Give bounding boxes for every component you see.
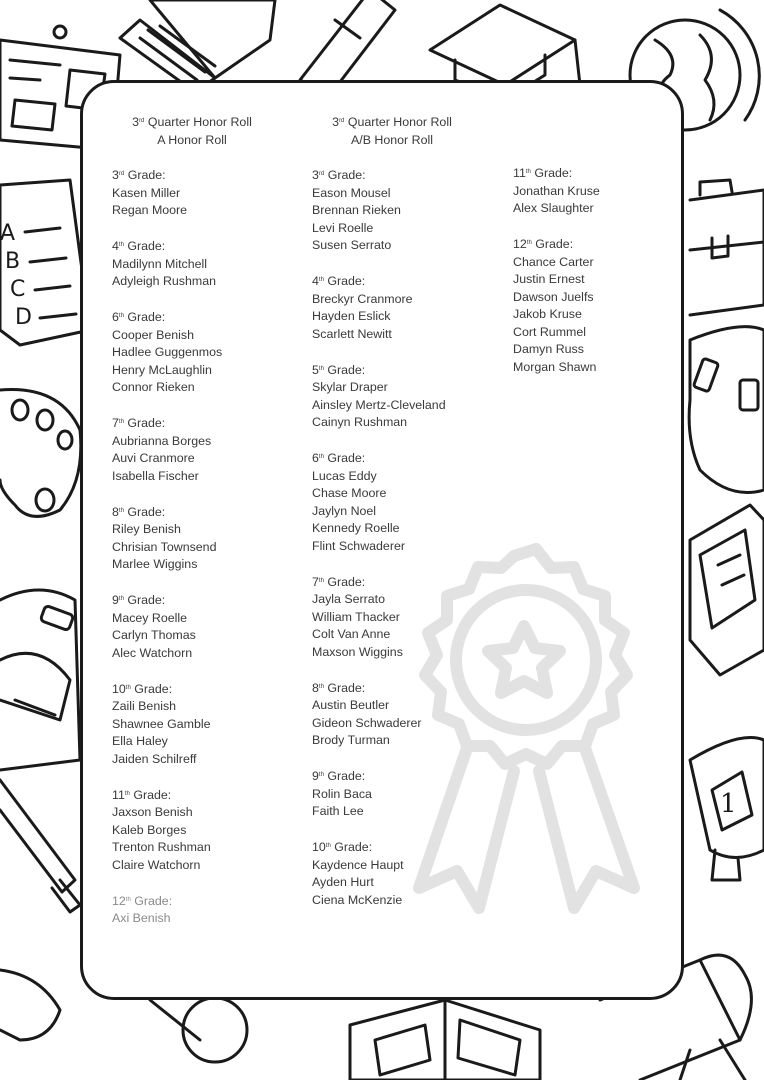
student-name: Faith Lee <box>312 804 364 818</box>
student-name: Gideon Schwaderer <box>312 715 422 730</box>
student-name: Scarlett Newitt <box>312 326 392 341</box>
student-name: Alec Watchorn <box>112 645 193 660</box>
grade-label: 12th Grade: <box>112 893 173 908</box>
student-name: Henry McLaughlin <box>112 362 212 377</box>
student-name: Maxson Wiggins <box>312 644 403 659</box>
student-name: Eason Mousel <box>312 185 391 200</box>
grade-label: 8th Grade: <box>112 504 166 519</box>
student-name: Dawson Juelfs <box>513 289 594 304</box>
grade-label: 11th Grade: <box>112 787 172 802</box>
student-name: Cooper Benish <box>112 327 194 342</box>
student-name: Alex Slaughter <box>513 201 594 215</box>
honor-roll-title: A/B Honor Roll <box>351 132 433 147</box>
backpack-icon <box>0 590 80 770</box>
abcd-quiz-sheet-icon <box>0 180 90 345</box>
grade-label: 4th Grade: <box>312 274 366 288</box>
student-name: Kasen Miller <box>112 185 181 200</box>
student-name: Jaiden Schilreff <box>112 751 197 766</box>
student-name: Riley Benish <box>112 522 181 536</box>
student-name: Brennan Rieken <box>312 203 401 217</box>
grade-group <box>112 680 302 769</box>
grade-group <box>112 414 302 485</box>
grade-label: 7th Grade: <box>112 416 166 430</box>
grade-label: 3rd Grade: <box>312 168 366 182</box>
student-name: Kaydence Haupt <box>312 857 404 872</box>
student-name: Aubrianna Borges <box>112 433 212 448</box>
grade-label: 11th Grade: <box>513 166 573 180</box>
student-name: Brody Turman <box>312 733 390 747</box>
grade-group <box>312 573 502 662</box>
column-header <box>112 113 272 149</box>
grade-label: 6th Grade: <box>312 451 366 465</box>
grade-group <box>112 786 302 875</box>
grade-label: 10th Grade: <box>312 840 373 854</box>
paint-brush-icon <box>0 780 80 912</box>
grade-label: 9th Grade: <box>312 769 366 783</box>
student-name: Jaylyn Noel <box>312 503 377 518</box>
student-name: Marlee Wiggins <box>112 557 198 571</box>
student-name: Axi Benish <box>112 911 171 925</box>
grade-group <box>312 272 502 343</box>
student-name: Cainyn Rushman <box>312 415 408 429</box>
grade-group <box>112 166 302 220</box>
grade-group <box>513 164 673 218</box>
open-book-icon <box>350 1000 540 1080</box>
grade-label: 6th Grade: <box>112 310 166 324</box>
grade-group <box>312 449 502 555</box>
student-name: Jayla Serrato <box>312 592 386 606</box>
student-name: Connor Rieken <box>112 380 195 394</box>
student-name: Jakob Kruse <box>513 307 582 321</box>
grade-group <box>312 166 502 255</box>
student-name: Chance Carter <box>513 254 594 269</box>
student-name: Skylar Draper <box>312 380 388 394</box>
student-name: Chrisian Townsend <box>112 539 217 554</box>
student-name: Morgan Shawn <box>513 359 597 374</box>
student-name: Jonathan Kruse <box>513 183 600 198</box>
grade-group <box>112 503 302 574</box>
ab-honor-roll-column-continued <box>513 113 673 394</box>
svg-text:C: C <box>10 277 26 302</box>
student-name: Colt Van Anne <box>312 627 391 641</box>
student-name: Susen Serrato <box>312 238 392 252</box>
grade-label: 3rd Grade: <box>112 168 166 182</box>
svg-text:1: 1 <box>720 789 737 819</box>
grade-group <box>312 361 502 432</box>
grade-group <box>513 235 673 376</box>
svg-text:B: B <box>5 249 21 274</box>
grade-label: 12th Grade: <box>513 237 574 251</box>
student-name: Kaleb Borges <box>112 822 187 837</box>
grade-label: 8th Grade: <box>312 680 366 695</box>
student-name: Madilynn Mitchell <box>112 256 208 271</box>
quarter-title: 3rd Quarter Honor Roll <box>132 115 252 129</box>
student-name: Hayden Eslick <box>312 309 391 323</box>
student-name: Zaili Benish <box>112 699 177 713</box>
student-name: Damyn Russ <box>513 342 584 356</box>
student-name: Claire Watchorn <box>112 857 201 872</box>
grade-group <box>312 838 502 909</box>
grade-group <box>112 237 302 291</box>
honor-roll-card <box>80 80 684 1000</box>
grade-group <box>312 767 502 821</box>
student-name: Cort Rummel <box>513 324 586 339</box>
student-name: Trenton Rushman <box>112 840 211 854</box>
grade-label: 7th Grade: <box>312 574 366 589</box>
student-name: Shawnee Gamble <box>112 716 211 731</box>
honor-roll-title: A Honor Roll <box>157 132 227 147</box>
student-name: Kennedy Roelle <box>312 521 400 535</box>
trophy-icon <box>690 738 764 881</box>
paint-palette-icon <box>0 390 81 517</box>
student-name: Isabella Fischer <box>112 468 199 483</box>
laptop-icon <box>120 0 275 92</box>
student-name: Regan Moore <box>112 203 188 217</box>
student-name: Austin Beutler <box>312 698 390 712</box>
student-name: Justin Ernest <box>513 272 585 286</box>
student-name: Breckyr Cranmore <box>312 291 413 306</box>
student-name: Ciena McKenzie <box>312 892 403 907</box>
a-honor-roll-column <box>112 113 302 945</box>
grade-label: 5th Grade: <box>312 362 366 377</box>
student-name: Rolin Baca <box>312 786 372 801</box>
student-name: Lucas Eddy <box>312 468 377 483</box>
grade-label: 10th Grade: <box>112 681 173 696</box>
game-controller-icon <box>689 327 764 493</box>
svg-text:A: A <box>0 221 16 246</box>
ab-honor-roll-column <box>312 113 502 927</box>
briefcase-icon <box>690 180 764 315</box>
student-name: William Thacker <box>312 609 400 624</box>
svg-text:D: D <box>15 305 32 330</box>
student-name: Ayden Hurt <box>312 875 374 889</box>
grade-group <box>112 591 302 662</box>
column-header <box>312 113 472 149</box>
student-name: Jaxson Benish <box>112 805 193 819</box>
student-name: Adyleigh Rushman <box>112 274 217 288</box>
grade-label: 9th Grade: <box>112 593 166 607</box>
student-name: Ainsley Mertz-Cleveland <box>312 397 446 412</box>
grade-group <box>112 892 302 928</box>
quarter-title: 3rd Quarter Honor Roll <box>332 115 452 129</box>
grade-group <box>112 308 302 397</box>
student-name: Flint Schwaderer <box>312 538 405 553</box>
student-name: Hadlee Guggenmos <box>112 345 223 359</box>
book-icon <box>690 505 764 675</box>
grade-group <box>312 679 502 750</box>
student-name: Chase Moore <box>312 486 387 500</box>
student-name: Macey Roelle <box>112 610 188 625</box>
student-name: Levi Roelle <box>312 220 374 235</box>
header-spacer <box>513 113 673 164</box>
student-name: Ella Haley <box>112 734 168 748</box>
student-name: Carlyn Thomas <box>112 628 196 642</box>
student-name: Auvi Cranmore <box>112 451 195 465</box>
grade-label: 4th Grade: <box>112 239 166 253</box>
